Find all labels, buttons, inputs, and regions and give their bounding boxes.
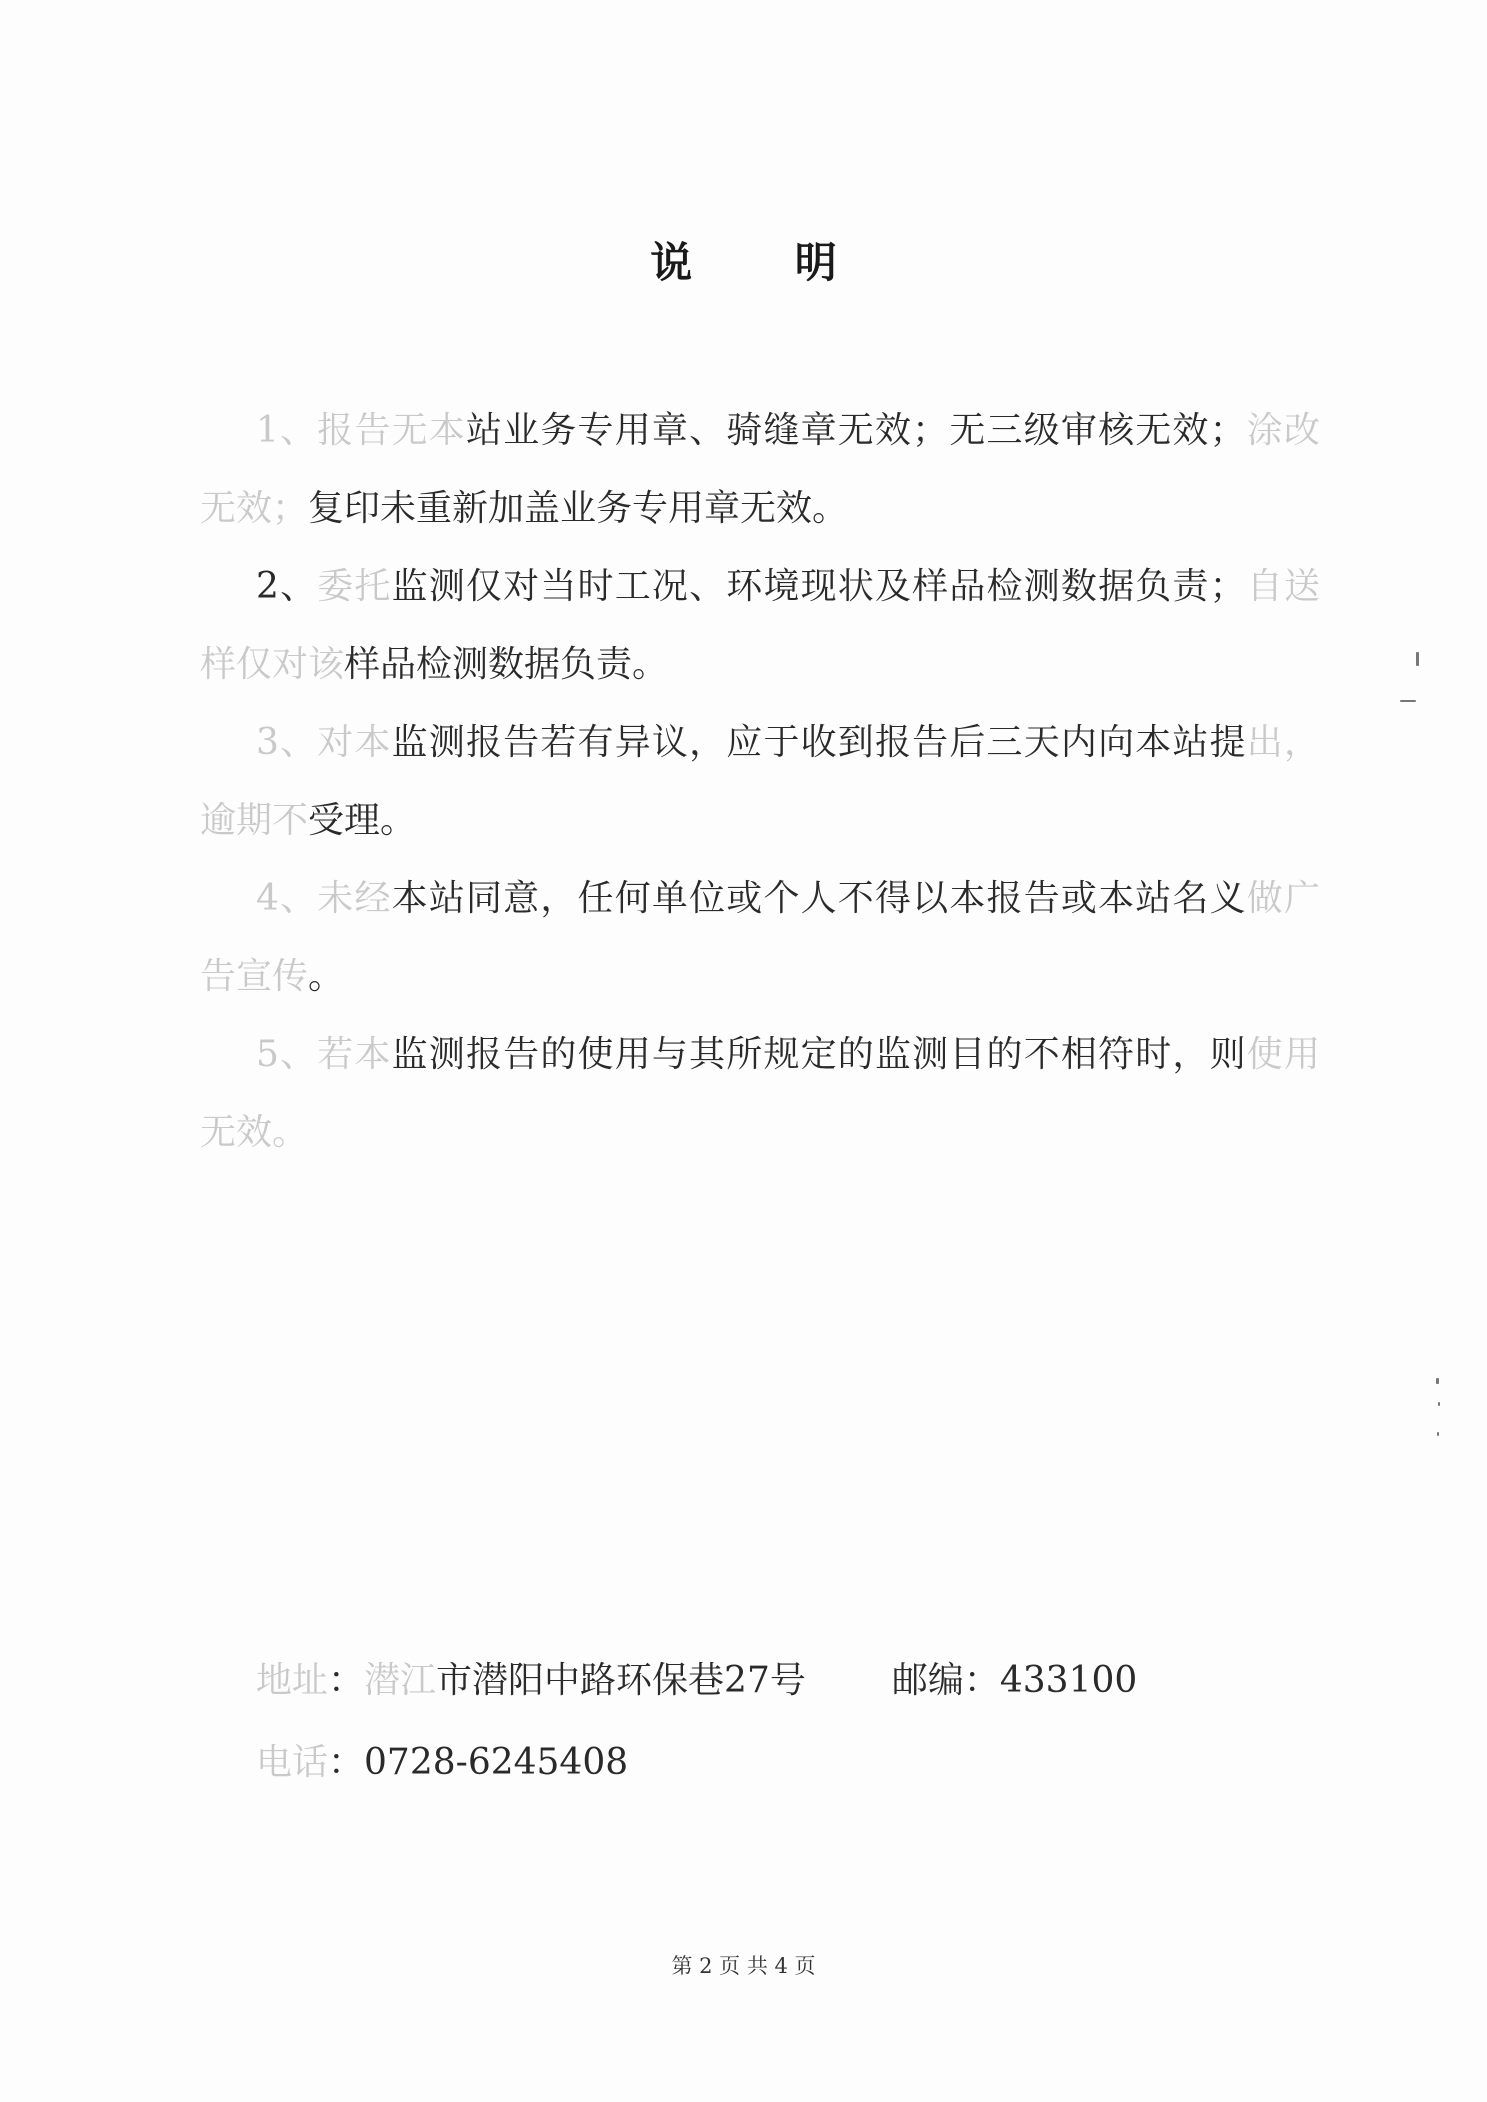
note-number: 3、 <box>256 722 318 763</box>
address-value: 市潜阳中路环保巷27号 <box>436 1660 806 1701</box>
address-separator: ： <box>328 1660 365 1701</box>
note-faint-text: 出，逾期不 <box>200 722 1320 841</box>
note-item-2 <box>200 548 1320 704</box>
phone-separator: ： <box>328 1742 365 1783</box>
notes-list <box>200 392 1320 1172</box>
note-text: 。 <box>308 956 345 997</box>
note-number: 2、 <box>256 566 318 607</box>
scan-speck <box>1438 1402 1440 1406</box>
note-number: 4、 <box>256 878 318 919</box>
note-text: 复印未重新加盖业务专用章无效。 <box>308 488 849 529</box>
page-title: 说 明 <box>650 238 881 287</box>
note-faint-text: 报告无本 <box>317 410 466 451</box>
note-item-4 <box>200 860 1320 1016</box>
phone-value: 0728-6245408 <box>364 1742 629 1783</box>
note-text: 本站同意，任何单位或个人不得以本报告或本站名义 <box>391 878 1247 919</box>
note-faint-text: 对本 <box>317 722 392 763</box>
note-faint-text: 未经 <box>317 878 392 919</box>
postcode-label: 邮编： <box>891 1660 1000 1701</box>
note-text: 监测报告的使用与其所规定的监测目的不相符时，则 <box>391 1034 1247 1075</box>
note-faint-text: 自送样仅对该 <box>200 566 1320 685</box>
note-text: 受理。 <box>308 800 417 841</box>
phone-row <box>256 1722 1137 1804</box>
scan-speck <box>1437 1432 1439 1436</box>
address-label: 地址 <box>256 1660 329 1701</box>
note-text: 监测报告若有异议，应于收到报告后三天内向本站提 <box>391 722 1247 763</box>
note-text: 样品检测数据负责。 <box>344 644 669 685</box>
scan-speck <box>1400 700 1416 702</box>
address-row <box>256 1640 1137 1722</box>
phone-label: 电话 <box>256 1742 329 1783</box>
note-text: 监测仅对当时工况、环境现状及样品检测数据负责； <box>391 566 1246 607</box>
scan-speck <box>1416 652 1419 666</box>
note-faint-text: 若本 <box>317 1034 392 1075</box>
note-item-5 <box>200 1016 1320 1172</box>
postcode-value: 433100 <box>999 1660 1138 1701</box>
page-footer: 第 2 页 共 4 页 <box>671 1954 816 1978</box>
address-faint-text: 潜江 <box>364 1660 437 1701</box>
contact-info <box>256 1640 1137 1804</box>
note-faint-text: 做广告宣传 <box>200 878 1320 997</box>
note-text: 站业务专用章、骑缝章无效；无三级审核无效； <box>466 410 1246 451</box>
note-faint-text: 委托 <box>317 566 392 607</box>
note-number: 1、 <box>256 410 318 451</box>
note-item-1 <box>200 392 1320 548</box>
note-faint-text: 使用无效。 <box>200 1034 1320 1153</box>
note-faint-text: 涂改无效； <box>200 410 1320 529</box>
note-number: 5、 <box>256 1034 318 1075</box>
scan-speck <box>1436 1378 1439 1384</box>
note-item-3 <box>200 704 1320 860</box>
